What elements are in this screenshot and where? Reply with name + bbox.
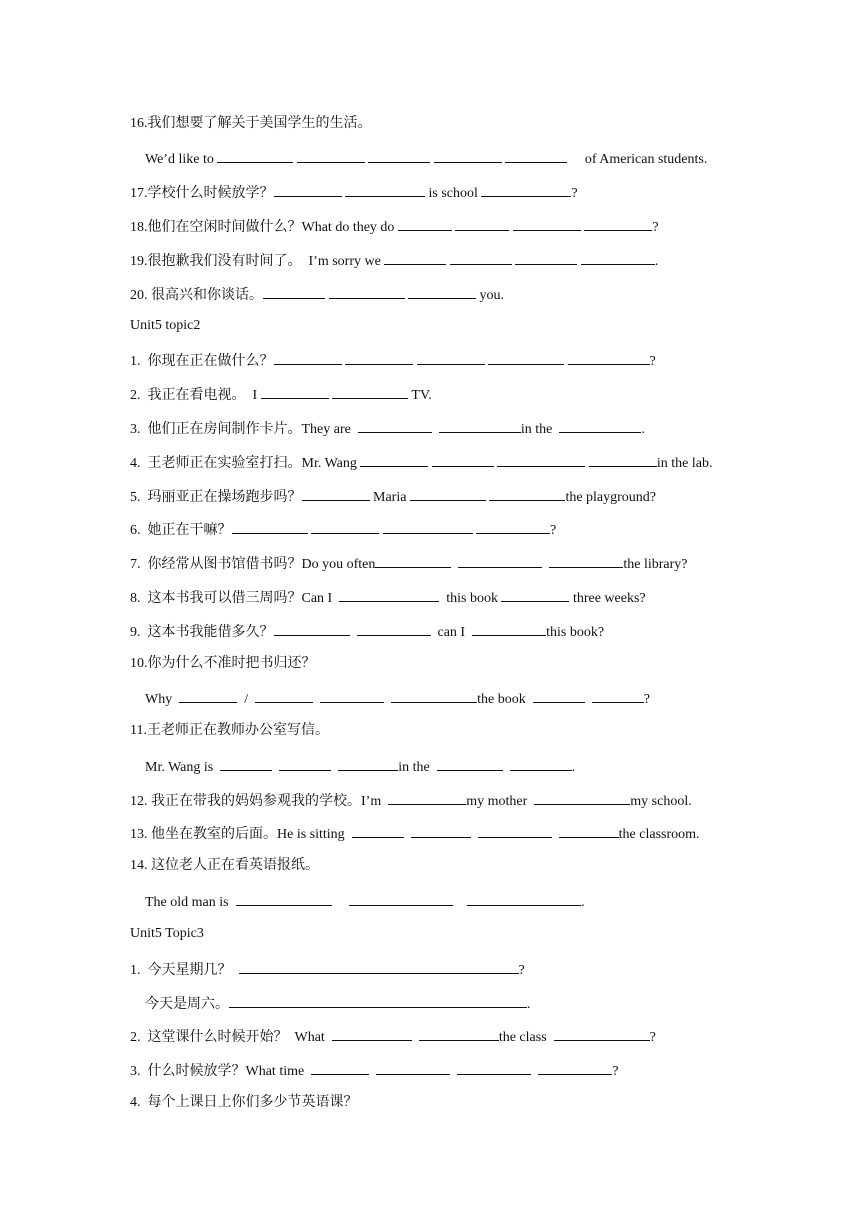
line-text [350, 625, 357, 640]
line-text: in the [520, 422, 560, 437]
t2-q6 [130, 519, 556, 540]
line-text [471, 827, 478, 842]
t2-q1 [130, 350, 656, 371]
line-text: ? [612, 1064, 619, 1079]
answer-blank[interactable] [383, 519, 473, 534]
answer-blank[interactable] [505, 148, 567, 163]
answer-blank[interactable] [360, 452, 428, 467]
t3-q3 [130, 1060, 618, 1081]
answer-blank[interactable] [455, 216, 509, 231]
answer-blank[interactable] [417, 350, 485, 365]
answer-blank[interactable] [472, 621, 546, 636]
answer-blank[interactable] [339, 587, 439, 602]
q19 [130, 250, 658, 271]
line-text [585, 692, 592, 707]
answer-blank[interactable] [513, 216, 581, 231]
answer-blank[interactable] [481, 182, 571, 197]
line-text: ? [643, 692, 650, 707]
line-text [272, 760, 279, 775]
line-text: Maria [369, 490, 410, 505]
t2-q14-answer [145, 891, 585, 912]
line-text [531, 1064, 538, 1079]
line-text: ? [550, 523, 557, 538]
line-text: my mother [466, 794, 535, 809]
line-text: 2. 这堂课什么时候开始？ What [130, 1030, 332, 1045]
line-text: 18.他们在空闲时间做什么？What do they do [130, 220, 398, 235]
line-text: TV. [408, 388, 432, 403]
answer-blank[interactable] [220, 756, 272, 771]
answer-blank[interactable] [419, 1026, 499, 1041]
answer-blank[interactable] [391, 688, 477, 703]
answer-blank[interactable] [332, 1026, 412, 1041]
answer-blank[interactable] [408, 284, 476, 299]
line-text: 20. 很高兴和你谈话。 [130, 288, 263, 303]
line-text: ? [652, 220, 659, 235]
answer-blank[interactable] [329, 284, 405, 299]
line-text: / [237, 692, 256, 707]
line-text [503, 760, 510, 775]
answer-blank[interactable] [437, 756, 503, 771]
line-text: 4. 每个上课日上你们多少节英语课？ [130, 1095, 358, 1110]
line-text: can I [430, 625, 473, 640]
answer-blank[interactable] [255, 688, 313, 703]
line-text: the library? [623, 557, 688, 572]
answer-blank[interactable] [345, 350, 413, 365]
answer-blank[interactable] [263, 284, 325, 299]
answer-blank[interactable] [581, 250, 655, 265]
answer-blank[interactable] [559, 823, 619, 838]
answer-blank[interactable] [549, 553, 623, 568]
answer-blank[interactable] [239, 959, 519, 974]
answer-blank[interactable] [488, 350, 564, 365]
unit5-topic3-heading [130, 925, 204, 943]
answer-blank[interactable] [274, 350, 342, 365]
line-text: 1. 你现在正在做什么？ [130, 354, 274, 369]
line-text: 9. 这本书我能借多久？ [130, 625, 274, 640]
line-text: the book [477, 692, 533, 707]
line-text [542, 557, 549, 572]
line-text: 2. 我正在看电视。 I [130, 388, 261, 403]
line-text: . [571, 760, 576, 775]
line-text: in the [398, 760, 437, 775]
line-text: 19.很抱歉我们没有时间了。 I’m sorry we [130, 254, 385, 269]
answer-blank[interactable] [510, 756, 572, 771]
line-text: ? [571, 186, 578, 201]
answer-blank[interactable] [375, 553, 451, 568]
line-text: the class [498, 1030, 554, 1045]
answer-blank[interactable] [439, 418, 521, 433]
line-text: 1. 今天星期几？ [130, 963, 239, 978]
answer-blank[interactable] [236, 891, 332, 906]
answer-blank[interactable] [179, 688, 237, 703]
answer-blank[interactable] [592, 688, 644, 703]
answer-blank[interactable] [398, 216, 452, 231]
answer-blank[interactable] [229, 993, 527, 1008]
q20 [130, 284, 504, 305]
t3-q2 [130, 1026, 656, 1047]
t3-q4 [130, 1094, 358, 1112]
line-text [451, 557, 458, 572]
line-text: ? [518, 963, 525, 978]
line-text: Unit5 topic2 [130, 318, 201, 333]
answer-blank[interactable] [311, 1060, 369, 1075]
line-text: in the lab. [656, 456, 713, 471]
answer-blank[interactable] [352, 823, 404, 838]
q16-prompt [130, 115, 372, 133]
answer-blank[interactable] [432, 452, 494, 467]
t2-q7 [130, 553, 688, 574]
answer-blank[interactable] [467, 891, 581, 906]
answer-blank[interactable] [376, 1060, 450, 1075]
answer-blank[interactable] [332, 384, 408, 399]
answer-blank[interactable] [338, 756, 398, 771]
q16-answer [145, 148, 707, 169]
t2-q13 [130, 823, 700, 844]
line-text: Unit5 Topic3 [130, 926, 204, 941]
line-text: this book [439, 591, 502, 606]
line-text: ? [649, 354, 656, 369]
line-text: 17.学校什么时候放学？ [130, 186, 274, 201]
t3-q1-prompt [130, 959, 525, 980]
t2-q4 [130, 452, 713, 473]
answer-blank[interactable] [279, 756, 331, 771]
t2-q8 [130, 587, 646, 608]
answer-blank[interactable] [345, 182, 425, 197]
line-text [332, 895, 350, 910]
answer-blank[interactable] [411, 823, 471, 838]
line-text: ? [649, 1030, 656, 1045]
line-text: 今天是周六。 [145, 997, 229, 1012]
line-text: 14. 这位老人正在看英语报纸。 [130, 858, 319, 873]
line-text: 4. 王老师正在实验室打扫。Mr. Wang [130, 456, 361, 471]
answer-blank[interactable] [554, 1026, 650, 1041]
answer-blank[interactable] [497, 452, 585, 467]
line-text: . [581, 895, 585, 910]
line-text [404, 827, 411, 842]
line-text: 3. 什么时候放学？What time [130, 1064, 312, 1079]
t2-q9 [130, 621, 604, 642]
line-text: 5. 玛丽亚正在操场跑步吗？ [130, 490, 302, 505]
line-text: . [641, 422, 645, 437]
line-text: Mr. Wang is [145, 760, 221, 775]
answer-blank[interactable] [458, 553, 542, 568]
line-text: of American students. [567, 152, 708, 167]
q17 [130, 182, 578, 203]
t2-q14-prompt [130, 857, 319, 875]
answer-blank[interactable] [311, 519, 379, 534]
answer-blank[interactable] [534, 790, 630, 805]
answer-blank[interactable] [358, 418, 432, 433]
answer-blank[interactable] [261, 384, 329, 399]
line-text: 16.我们想要了解关于美国学生的生活。 [130, 116, 372, 131]
answer-blank[interactable] [302, 486, 370, 501]
line-text [552, 827, 559, 842]
answer-blank[interactable] [559, 418, 641, 433]
line-text: 13. 他坐在教室的后面。He is sitting [130, 827, 352, 842]
line-text: We’d like to [145, 152, 218, 167]
line-text: three weeks? [569, 591, 646, 606]
t2-q10-answer [145, 688, 650, 709]
t2-q2 [130, 384, 432, 405]
t2-q5 [130, 486, 656, 507]
answer-blank[interactable] [320, 688, 384, 703]
answer-blank[interactable] [501, 587, 569, 602]
answer-blank[interactable] [297, 148, 365, 163]
answer-blank[interactable] [274, 621, 350, 636]
q18 [130, 216, 659, 237]
line-text: this book? [546, 625, 605, 640]
line-text: you. [476, 288, 504, 303]
answer-blank[interactable] [450, 250, 512, 265]
answer-blank[interactable] [457, 1060, 531, 1075]
answer-blank[interactable] [478, 823, 552, 838]
line-text: 12. 我正在带我的妈妈参观我的学校。I’m [130, 794, 389, 809]
answer-blank[interactable] [538, 1060, 612, 1075]
answer-blank[interactable] [349, 891, 453, 906]
t2-q10-prompt [130, 655, 316, 673]
line-text: 7. 你经常从图书馆借书吗？Do you often [130, 557, 376, 572]
answer-blank[interactable] [515, 250, 577, 265]
line-text [331, 760, 338, 775]
answer-blank[interactable] [533, 688, 585, 703]
line-text [450, 1064, 457, 1079]
line-text [369, 1064, 376, 1079]
answer-blank[interactable] [410, 486, 486, 501]
answer-blank[interactable] [384, 250, 446, 265]
t2-q11-prompt [130, 722, 329, 740]
answer-blank[interactable] [368, 148, 430, 163]
answer-blank[interactable] [568, 350, 650, 365]
t2-q3 [130, 418, 645, 439]
line-text: Why [145, 692, 180, 707]
line-text: the playground? [565, 490, 657, 505]
line-text: 3. 他们正在房间制作卡片。They are [130, 422, 358, 437]
answer-blank[interactable] [388, 790, 466, 805]
line-text [313, 692, 320, 707]
answer-blank[interactable] [217, 148, 293, 163]
line-text: The old man is [145, 895, 236, 910]
line-text: 10.你为什么不准时把书归还？ [130, 656, 316, 671]
line-text: is school [425, 186, 482, 201]
line-text [432, 422, 439, 437]
answer-blank[interactable] [357, 621, 431, 636]
t2-q11-answer [145, 756, 575, 777]
t3-q1-answer [145, 993, 531, 1014]
answer-blank[interactable] [589, 452, 657, 467]
line-text: . [527, 997, 531, 1012]
answer-blank[interactable] [489, 486, 565, 501]
line-text [412, 1030, 419, 1045]
answer-blank[interactable] [232, 519, 308, 534]
unit5-topic2-heading [130, 317, 200, 335]
line-text: the classroom. [618, 827, 700, 842]
answer-blank[interactable] [434, 148, 502, 163]
answer-blank[interactable] [476, 519, 550, 534]
line-text [453, 895, 467, 910]
line-text: . [654, 254, 659, 269]
line-text: my school. [630, 794, 692, 809]
t2-q12 [130, 790, 692, 811]
line-text: 8. 这本书我可以借三周吗？Can I [130, 591, 340, 606]
line-text: 6. 她正在干嘛？ [130, 523, 232, 538]
answer-blank[interactable] [584, 216, 652, 231]
line-text [384, 692, 391, 707]
answer-blank[interactable] [274, 182, 342, 197]
line-text: 11.王老师正在教师办公室写信。 [130, 723, 329, 738]
